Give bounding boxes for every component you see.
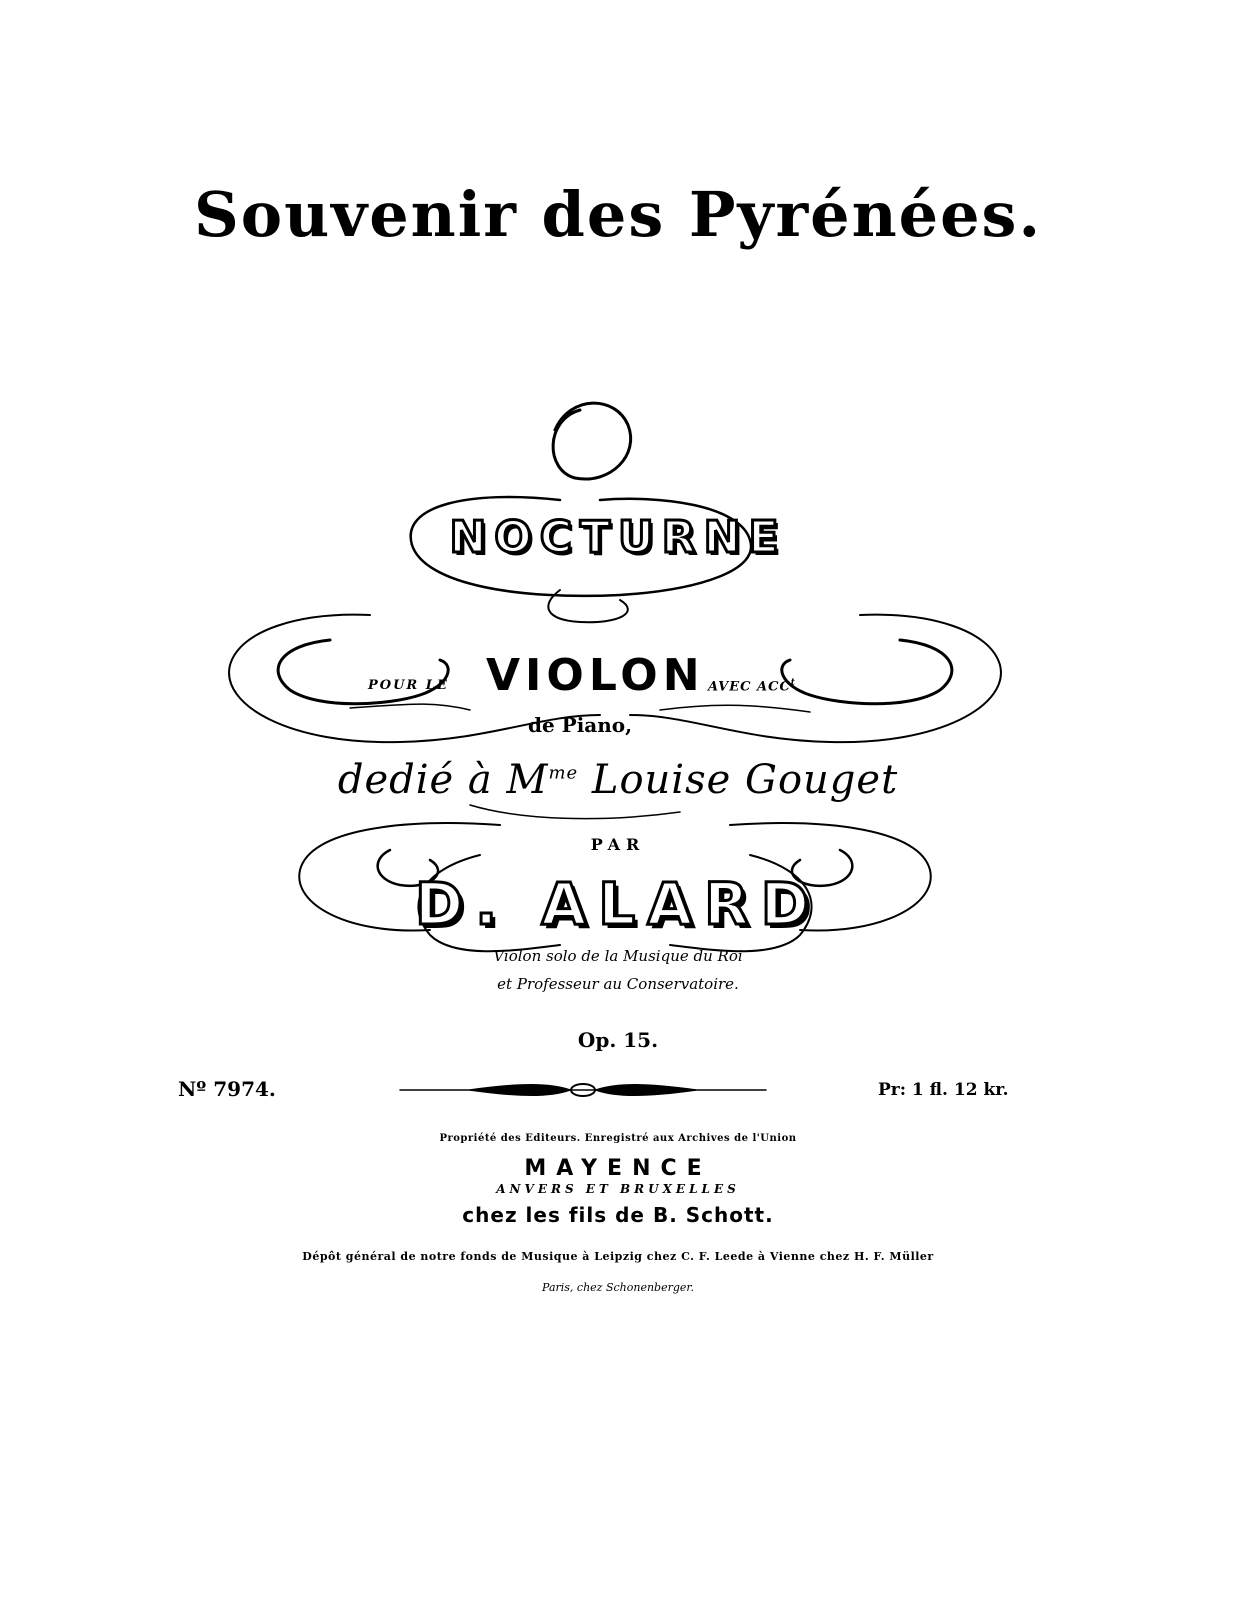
page-title: Souvenir des Pyrénées.: [193, 178, 1043, 251]
work-number: 2.: [560, 470, 561, 471]
accompaniment-label: [708, 678, 796, 694]
de-piano-label: de Piano,: [528, 713, 633, 737]
dedication-name: Louise Gouget: [578, 757, 899, 803]
work-genre: NOCTURNE: [449, 512, 787, 563]
price: Pr: 1 fl. 12 kr.: [878, 1080, 1009, 1100]
plate-number: Nº 7974.: [178, 1077, 276, 1101]
rights-notice: Propriété des Editeurs. Enregistré aux Archives de l'Union: [439, 1133, 797, 1144]
par-label: PAR: [590, 835, 646, 854]
instrument-title: VIOLON: [486, 650, 705, 701]
dedication: [0, 757, 1236, 803]
paris-agent: Paris, chez Schonenberger.: [542, 1281, 694, 1294]
avec-acc-text: AVEC ACC: [708, 679, 791, 695]
number-flourish: [553, 403, 631, 479]
composer-role-line-2: et Professeur au Conservatoire.: [497, 975, 739, 993]
pour-le-label: POUR LE: [368, 678, 449, 693]
dedication-prefix: dedié à M: [337, 757, 549, 803]
dedication-sup: me: [548, 762, 579, 784]
publisher-name: chez les fils de B. Schott.: [462, 1203, 774, 1227]
composer-name: D. ALARD: [415, 870, 821, 938]
composer-role-line-1: Violon solo de la Musique du Roi: [493, 947, 743, 965]
depot-notice: Dépôt général de notre fonds de Musique à Leipzig chez C. F. Leede à Vienne chez H. F. Müller: [302, 1250, 934, 1263]
publisher-cities: ANVERS ET BRUXELLES: [496, 1182, 740, 1196]
publisher-city: MAYENCE: [524, 1156, 712, 1181]
opus-number: Op. 15.: [577, 1028, 659, 1052]
avec-acc-sup: t: [790, 678, 796, 688]
